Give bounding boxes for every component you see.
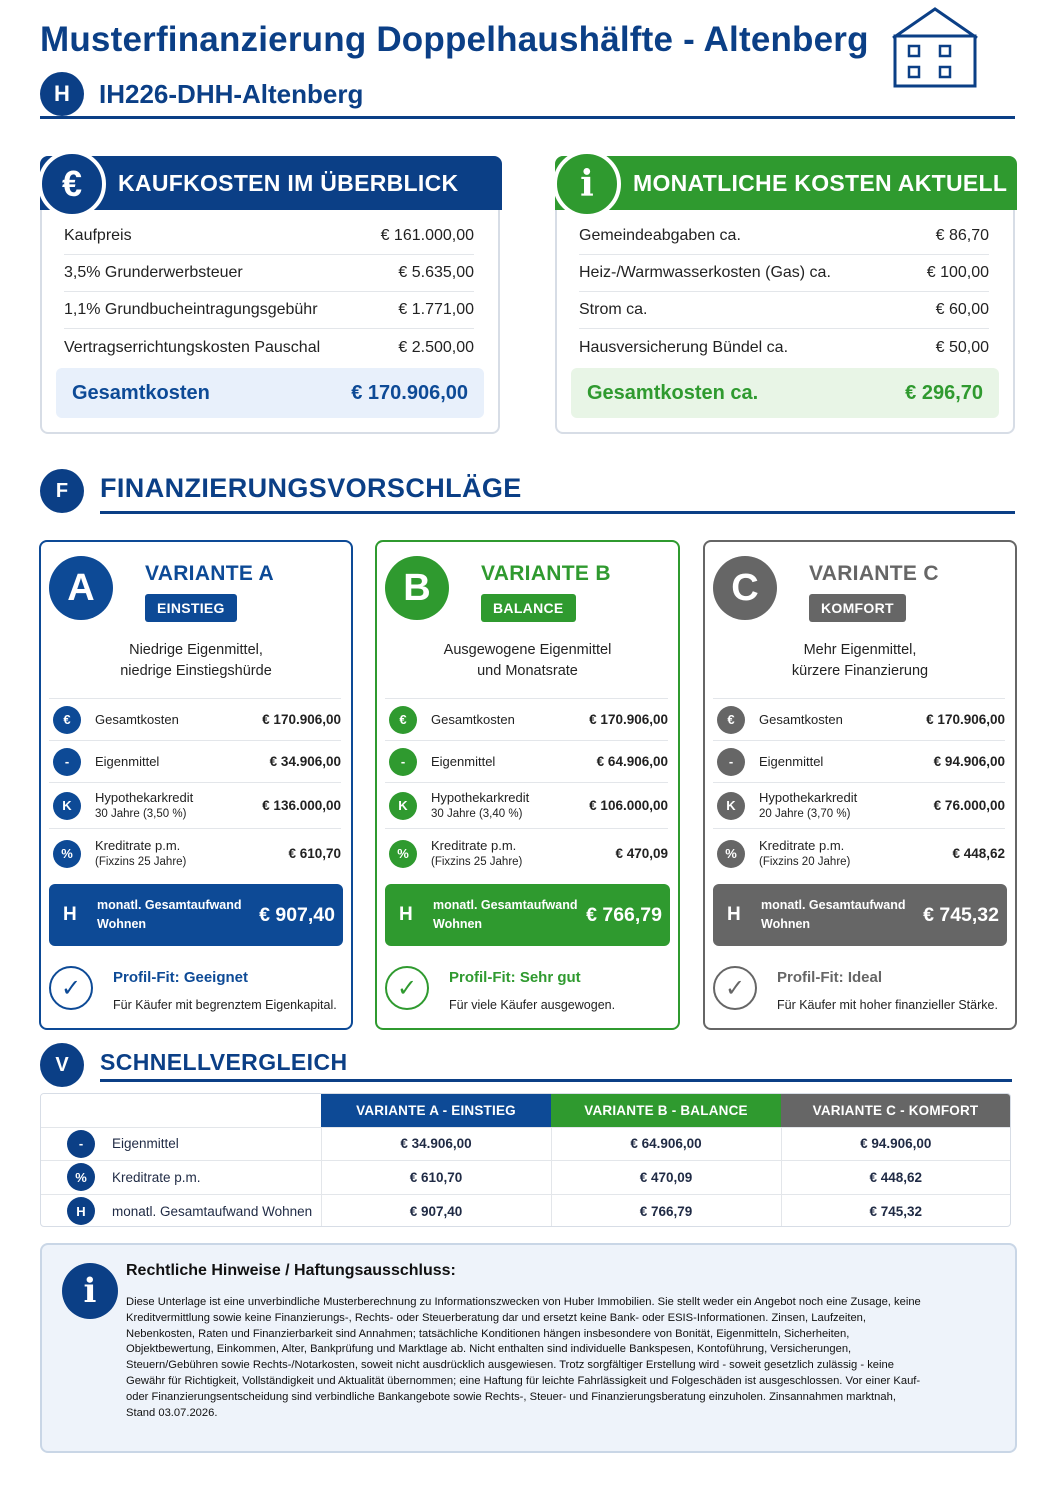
col-variant-b: VARIANTE B - BALANCE	[551, 1094, 781, 1127]
house-icon	[890, 6, 980, 90]
variant-row: K Hypothekarkredit 30 Jahre (3,40 %) € 106.000,00	[385, 782, 668, 828]
variant-a-card	[39, 540, 353, 1030]
variant-c-tag: KOMFORT	[809, 594, 906, 622]
cost-row: Heiz-/Warmwasserkosten (Gas) ca. € 100,00	[579, 255, 989, 292]
variant-c-description: Mehr Eigenmittel, kürzere Finanzierung	[791, 642, 929, 679]
euro-icon: €	[53, 706, 81, 734]
home-icon: H	[67, 1197, 95, 1225]
variant-c-fit: ✓ Profil-Fit: Ideal Für Käufer mit hoher finanzieller Stärke.	[713, 962, 1007, 1014]
cost-row: Strom ca. € 60,00	[579, 292, 989, 329]
info-icon: i	[62, 1263, 118, 1319]
kaufkosten-total: Gesamtkosten € 170.906,00	[56, 368, 484, 418]
v-badge: V	[40, 1043, 84, 1087]
variant-a-fit: ✓ Profil-Fit: Geeignet Für Käufer mit begrenztem Eigenkapital.	[49, 962, 343, 1014]
variant-row: % Kreditrate p.m. (Fixzins 25 Jahre) € 610,70	[49, 828, 341, 878]
minus-icon: -	[67, 1130, 95, 1158]
variant-row: K Hypothekarkredit 20 Jahre (3,70 %) € 76.000,00	[713, 782, 1005, 828]
variant-a-tag: EINSTIEG	[145, 594, 237, 622]
checkmark-icon: ✓	[713, 966, 757, 1010]
cost-row: 1,1% Grundbucheintragungsgebühr € 1.771,00	[64, 292, 474, 329]
credit-icon: K	[53, 792, 81, 820]
variant-b-total: H monatl. Gesamtaufwand Wohnen € 766,79	[385, 884, 670, 946]
page-title: Musterfinanzierung Doppelhaushälfte - Altenberg	[40, 20, 869, 59]
home-icon: H	[63, 904, 77, 925]
table-row: H monatl. Gesamtaufwand Wohnen € 907,40 € 766,79 € 745,32	[41, 1194, 1010, 1227]
monatlich-total: Gesamtkosten ca. € 296,70	[571, 368, 999, 418]
h-badge: H	[40, 72, 84, 116]
credit-icon: K	[717, 792, 745, 820]
variant-a-description: Niedrige Eigenmittel, niedrige Einstiegshürde	[120, 642, 272, 679]
minus-icon: -	[53, 748, 81, 776]
percent-icon: %	[67, 1163, 95, 1191]
variant-row: % Kreditrate p.m. (Fixzins 25 Jahre) € 470,09	[385, 828, 668, 878]
f-badge: F	[40, 469, 84, 513]
comparison-table	[40, 1093, 1011, 1227]
minus-icon: -	[717, 748, 745, 776]
cost-row: Hausversicherung Bündel ca. € 50,00	[579, 338, 989, 356]
variant-a-letter: A	[49, 556, 113, 620]
variant-row: € Gesamtkosten € 170.906,00	[713, 698, 1005, 740]
credit-icon: K	[389, 792, 417, 820]
kaufkosten-title: KAUFKOSTEN IM ÜBERBLICK	[40, 156, 502, 210]
variant-a-total: H monatl. Gesamtaufwand Wohnen € 907,40	[49, 884, 343, 946]
legal-notice	[40, 1243, 1017, 1453]
legal-title: Rechtliche Hinweise / Haftungsausschluss:	[126, 1262, 456, 1279]
finanzierung-title: FINANZIERUNGSVORSCHLÄGE	[100, 473, 522, 503]
variant-b-description: Ausgewogene Eigenmittel und Monatsrate	[443, 642, 612, 679]
variant-b-card	[375, 540, 680, 1030]
percent-icon: %	[389, 840, 417, 868]
cost-row: 3,5% Grunderwerbsteuer € 5.635,00	[64, 255, 474, 292]
vergleich-title: SCHNELLVERGLEICH	[100, 1049, 348, 1075]
table-row: - Eigenmittel € 34.906,00 € 64.906,00 € 94.906,00	[41, 1127, 1010, 1161]
table-row: % Kreditrate p.m. € 610,70 € 470,09 € 448,62	[41, 1161, 1010, 1195]
variant-b-tag: BALANCE	[481, 594, 576, 622]
col-variant-c: VARIANTE C - KOMFORT	[781, 1094, 1010, 1127]
home-icon: H	[399, 904, 413, 925]
percent-icon: %	[717, 840, 745, 868]
table-header-row	[41, 1094, 1010, 1127]
home-icon: H	[727, 904, 741, 925]
variant-row: K Hypothekarkredit 30 Jahre (3,50 %) € 136.000,00	[49, 782, 341, 828]
monatlich-title: MONATLICHE KOSTEN AKTUELL	[555, 156, 1017, 210]
variant-row: % Kreditrate p.m. (Fixzins 20 Jahre) € 448,62	[713, 828, 1005, 878]
monatliche-kosten-card	[555, 156, 1015, 434]
variant-c-total: H monatl. Gesamtaufwand Wohnen € 745,32	[713, 884, 1007, 946]
info-icon: i	[553, 150, 621, 218]
variant-c-letter: C	[713, 556, 777, 620]
cost-row: Kaufpreis € 161.000,00	[64, 218, 474, 255]
variant-row: - Eigenmittel € 64.906,00	[385, 740, 668, 782]
header-divider	[40, 116, 1015, 119]
minus-icon: -	[389, 748, 417, 776]
variant-b-name: VARIANTE B	[481, 562, 611, 585]
object-id-row	[40, 72, 363, 116]
vergleich-divider	[100, 1079, 1012, 1082]
variant-b-letter: B	[385, 556, 449, 620]
euro-icon: €	[38, 150, 106, 218]
col-variant-a: VARIANTE A - EINSTIEG	[321, 1094, 551, 1127]
cost-row: Gemeindeabgaben ca. € 86,70	[579, 218, 989, 255]
checkmark-icon: ✓	[49, 966, 93, 1010]
variant-b-fit: ✓ Profil-Fit: Sehr gut Für viele Käufer ausgewogen.	[385, 962, 670, 1014]
variant-a-name: VARIANTE A	[145, 562, 274, 585]
checkmark-icon: ✓	[385, 966, 429, 1010]
variant-row: - Eigenmittel € 34.906,00	[49, 740, 341, 782]
cost-row: Vertragserrichtungskosten Pauschal € 2.500,00	[64, 338, 474, 356]
euro-icon: €	[717, 706, 745, 734]
variant-c-name: VARIANTE C	[809, 562, 939, 585]
variant-row: € Gesamtkosten € 170.906,00	[49, 698, 341, 740]
legal-body: Diese Unterlage ist eine unverbindliche Musterberechnung zu Informationszwecken von Huber Immobilien. Sie stellt weder ein Angebot noch eine Zusage, keine Kreditvermittlung sowie keine Finanzierungs-, Rechts- oder Steuerberatung dar und ersetzt keine Bank- oder ESIS-Informationen. Zinsen, Laufzeiten, Nebenkosten, Raten und Finanzierbarkeit sind Annahmen; tatsächliche Konditionen hängen insbesondere von Bonität, Eigenmitteln, Sicherheiten, Objektbewertung, Einkommen, Alter, Bankprüfung und Marktlage ab. Nicht enthalten sind individuelle Bankspesen, Kontoführung, Versicherungen, Steuern/Gebühren sowie Rechts-/Notarkosten, soweit nicht ausdrücklich ausgewiesen. Trotz sorgfältiger Erstellung wird - soweit gesetzlich zulässig - keine Gewähr für Richtigkeit, Vollständigkeit und Aktualität übernommen; eine Haftung für leichte Fahrlässigkeit und Folgeschäden ist ausgeschlossen. Vor einer Kauf- oder Finanzierungsentscheidung sind verbindliche Bankangebote sowie Rechts-, Steuer- und Finanzierungsberatung einzuholen. Zinsannahmen marktnah, Stand 03.07.2026.	[126, 1296, 921, 1419]
finanzierung-divider	[100, 511, 1015, 514]
variant-c-card	[703, 540, 1017, 1030]
variant-row: € Gesamtkosten € 170.906,00	[385, 698, 668, 740]
euro-icon: €	[389, 706, 417, 734]
percent-icon: %	[53, 840, 81, 868]
kaufkosten-card	[40, 156, 500, 434]
variant-row: - Eigenmittel € 94.906,00	[713, 740, 1005, 782]
object-id: IH226-DHH-Altenberg	[99, 78, 364, 109]
